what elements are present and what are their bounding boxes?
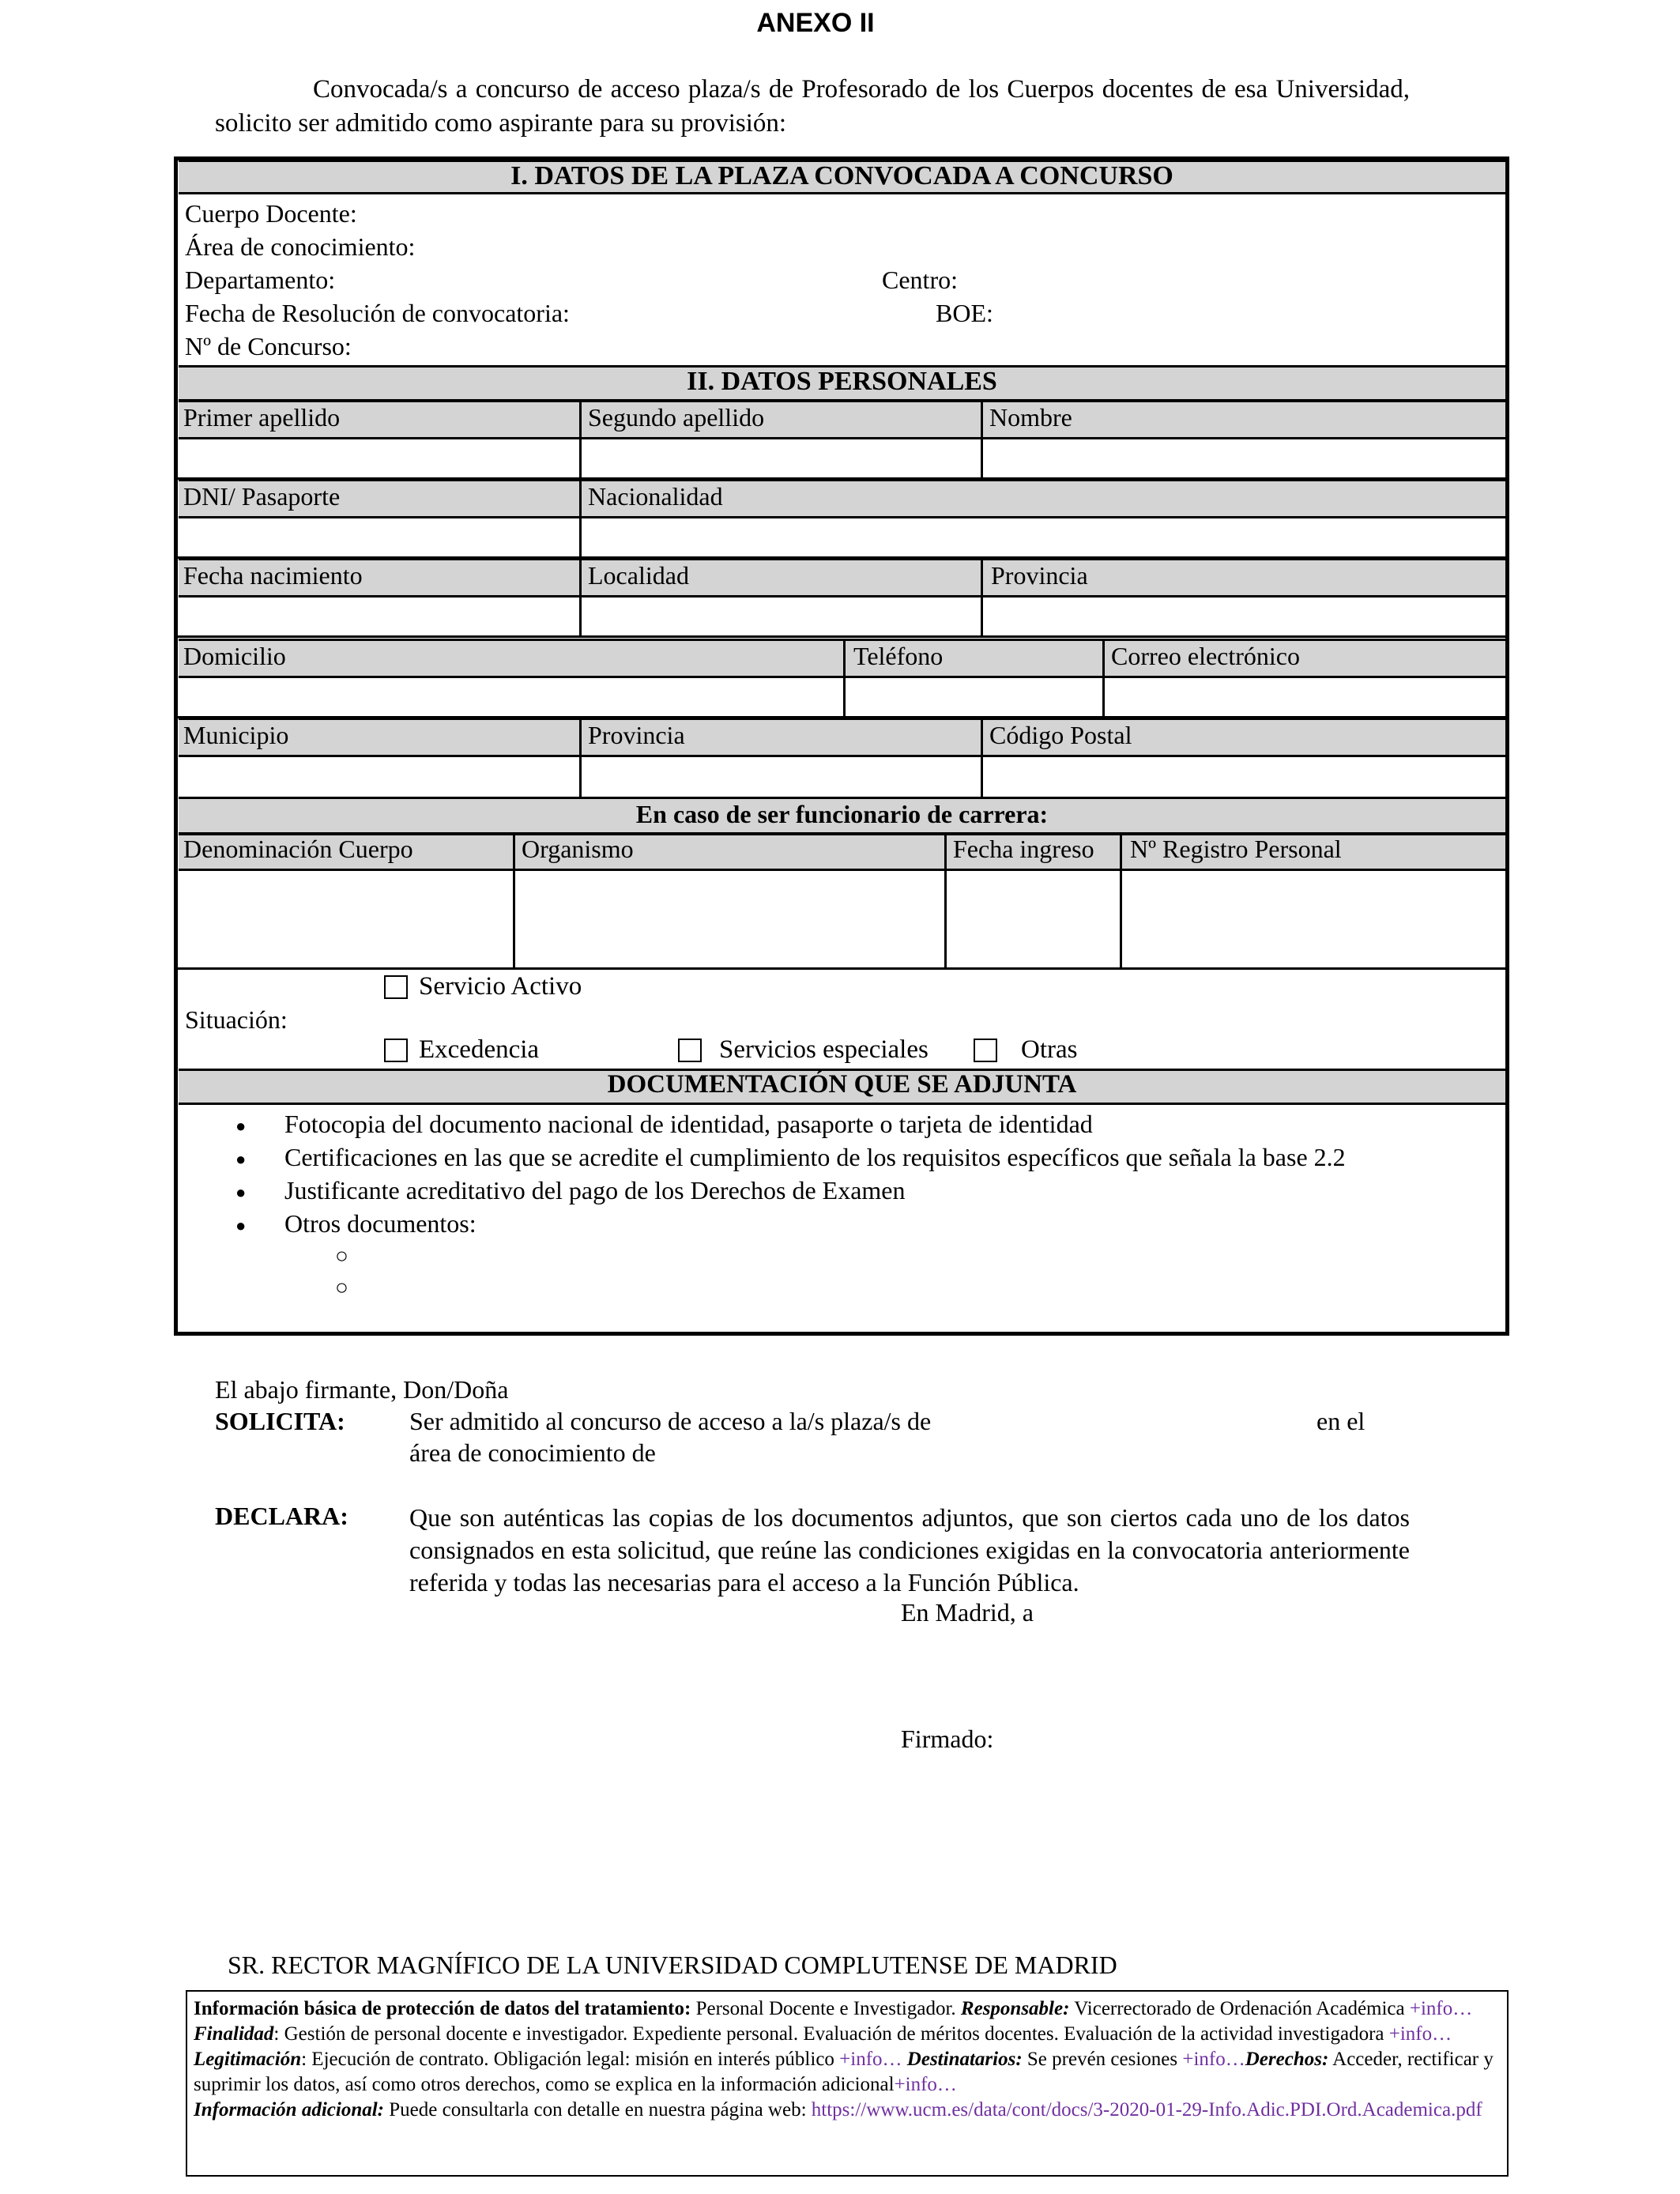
section1-header: I. DATOS DE LA PLAZA CONVOCADA A CONCURSO — [510, 161, 1173, 190]
situacion-label: Situación: — [185, 1005, 288, 1034]
provincia2-label: Provincia — [588, 721, 685, 749]
provincia2-field[interactable] — [583, 759, 978, 795]
otras-checkbox[interactable] — [974, 1039, 997, 1062]
funcionario-header: En caso de ser funcionario de carrera: — [635, 800, 1049, 828]
fecha-ingreso-field[interactable] — [948, 873, 1117, 966]
document-title: ANEXO II — [756, 8, 875, 38]
correo-field[interactable] — [1106, 680, 1505, 714]
rector-address: SR. RECTOR MAGNÍFICO DE LA UNIVERSIDAD COMPLUTENSE DE MADRID — [228, 1951, 1117, 1979]
registro-personal-field[interactable] — [1124, 873, 1505, 966]
dni-label: DNI/ Pasaporte — [183, 482, 341, 511]
label-row-1 — [179, 400, 1505, 439]
intro-paragraph: Convocada/s a concurso de acceso plaza/s de Profesorado de los Cuerpos docentes de esa Universidad, solicito ser admitido como aspirante para su provisión: — [215, 75, 1410, 138]
centro-label: Centro: — [882, 266, 958, 294]
fecha-nacimiento-label: Fecha nacimiento — [183, 561, 363, 590]
solicita-label: SOLICITA: — [215, 1407, 345, 1435]
domicilio-label: Domicilio — [183, 642, 286, 670]
info-link[interactable]: +info… — [1409, 1998, 1473, 2019]
section2-header: II. DATOS PERSONALES — [687, 367, 997, 396]
solicita-en-el: en el — [1317, 1407, 1365, 1435]
sub-bullet-icon: ○ — [335, 1244, 348, 1269]
primer-apellido-field[interactable] — [179, 441, 578, 476]
label-row-2 — [179, 479, 1505, 518]
telefono-field[interactable] — [847, 680, 1100, 714]
doc-item-1: Fotocopia del documento nacional de identidad, pasaporte o tarjeta de identidad — [284, 1110, 1093, 1138]
signature-area[interactable] — [1011, 1715, 1391, 1842]
servicio-activo-checkbox[interactable] — [384, 975, 408, 999]
bullet-icon: ● — [235, 1216, 247, 1235]
numero-concurso-label: Nº de Concurso: — [185, 332, 352, 360]
fecha-nacimiento-field[interactable] — [179, 599, 578, 634]
firmado-label: Firmado: — [901, 1725, 994, 1753]
localidad-field[interactable] — [583, 599, 978, 634]
area-conocimiento-text: área de conocimiento de — [409, 1438, 656, 1467]
denominacion-cuerpo-label: Denominación Cuerpo — [183, 835, 413, 863]
declara-text: Que son auténticas las copias de los documentos adjuntos, que son ciertos cada uno de los datos consignados en esta solicitud, que reúne las condiciones exigidas en la convocatoria anteriormente referida y todas las necesarias para el acceso a la Función Pública. — [409, 1503, 1410, 1596]
doc-item-2: Certificaciones en las que se acredite el cumplimiento de los requisitos específicos que señala la base 2.2 — [284, 1143, 1346, 1171]
provincia-field[interactable] — [985, 599, 1505, 634]
segundo-apellido-field[interactable] — [583, 441, 978, 476]
municipio-label: Municipio — [183, 721, 289, 749]
nacionalidad-label: Nacionalidad — [588, 482, 723, 511]
codigo-postal-field[interactable] — [985, 759, 1505, 795]
doc-item-4: Otros documentos: — [284, 1209, 477, 1238]
dni-field[interactable] — [179, 520, 578, 555]
madrid-date: En Madrid, a — [901, 1598, 1034, 1627]
telefono-label: Teléfono — [853, 642, 944, 670]
departamento-label: Departamento: — [185, 266, 336, 294]
fecha-ingreso-label: Fecha ingreso — [953, 835, 1094, 863]
label-row-4 — [179, 639, 1505, 678]
municipio-field[interactable] — [179, 759, 578, 795]
nombre-field[interactable] — [985, 441, 1505, 476]
primer-apellido-label: Primer apellido — [183, 403, 341, 432]
info-link[interactable]: +info… — [839, 2049, 902, 2070]
sub-bullet-icon: ○ — [335, 1276, 348, 1300]
fecha-resolucion-label: Fecha de Resolución de convocatoria: — [185, 299, 570, 327]
area-conocimiento-label: Área de conocimiento: — [185, 232, 416, 261]
label-row-5 — [179, 718, 1505, 757]
doc-item-3: Justificante acreditativo del pago de los Derechos de Examen — [284, 1176, 906, 1204]
correo-label: Correo electrónico — [1111, 642, 1300, 670]
bullet-icon: ● — [235, 1182, 247, 1202]
servicios-especiales-checkbox[interactable] — [678, 1039, 702, 1062]
localidad-label: Localidad — [588, 561, 689, 590]
denominacion-cuerpo-field[interactable] — [179, 873, 511, 966]
servicio-activo-label: Servicio Activo — [419, 972, 582, 1001]
segundo-apellido-label: Segundo apellido — [588, 403, 765, 432]
codigo-postal-label: Código Postal — [989, 721, 1132, 749]
solicita-text: Ser admitido al concurso de acceso a la/s plaza/s de — [409, 1407, 932, 1435]
registro-personal-label: Nº Registro Personal — [1130, 835, 1342, 863]
bullet-icon: ● — [235, 1116, 247, 1136]
ucm-url-link[interactable]: https://www.ucm.es/data/cont/docs/3-2020-01-29-Info.Adic.PDI.Ord.Academica.pdf — [811, 2099, 1482, 2120]
excedencia-checkbox[interactable] — [384, 1039, 408, 1062]
provincia-label: Provincia — [991, 561, 1088, 590]
firmante-text: El abajo firmante, Don/Doña — [215, 1375, 509, 1404]
organismo-label: Organismo — [522, 835, 634, 863]
data-protection-footer: Información básica de protección de datos del tratamiento: Personal Docente e Investigador. Responsable: Vicerrectorado de Ordenación Académica +info… Finalidad: Gestión de personal docente e investigador. Expediente personal. Evaluación de méritos docentes. Evaluación de la actividad investigadora +info… Legitimación: Ejecución de contrato. Obligación legal: misión en interés público +info… Destinatarios: Se prevén cesiones +info…Derechos: Acceder, rectificar y suprimir los datos, así como otros derechos, como se explica en la información adicional+info… Información adicional: Puede consultarla con detalle en nuestra página web: https://www.ucm.es/data/cont/docs/3-2020-01-29-Info.Adic.PDI.Ord.Academica.pdf — [186, 1990, 1509, 2177]
label-row-3 — [179, 558, 1505, 598]
cuerpo-docente-label: Cuerpo Docente: — [185, 199, 357, 228]
boe-label: BOE: — [936, 299, 993, 327]
info-link[interactable]: +info… — [894, 2074, 957, 2095]
excedencia-label: Excedencia — [419, 1035, 540, 1064]
domicilio-field[interactable] — [179, 680, 842, 714]
declara-label: DECLARA: — [215, 1502, 348, 1530]
organismo-field[interactable] — [517, 873, 942, 966]
info-link[interactable]: +info… — [1388, 2023, 1452, 2045]
nacionalidad-field[interactable] — [583, 520, 1505, 555]
servicios-especiales-label: Servicios especiales — [719, 1035, 929, 1064]
documentacion-header: DOCUMENTACIÓN QUE SE ADJUNTA — [607, 1070, 1077, 1099]
info-link[interactable]: +info… — [1182, 2049, 1245, 2070]
bullet-icon: ● — [235, 1149, 247, 1169]
otras-label: Otras — [1021, 1035, 1078, 1064]
nombre-label: Nombre — [989, 403, 1072, 432]
